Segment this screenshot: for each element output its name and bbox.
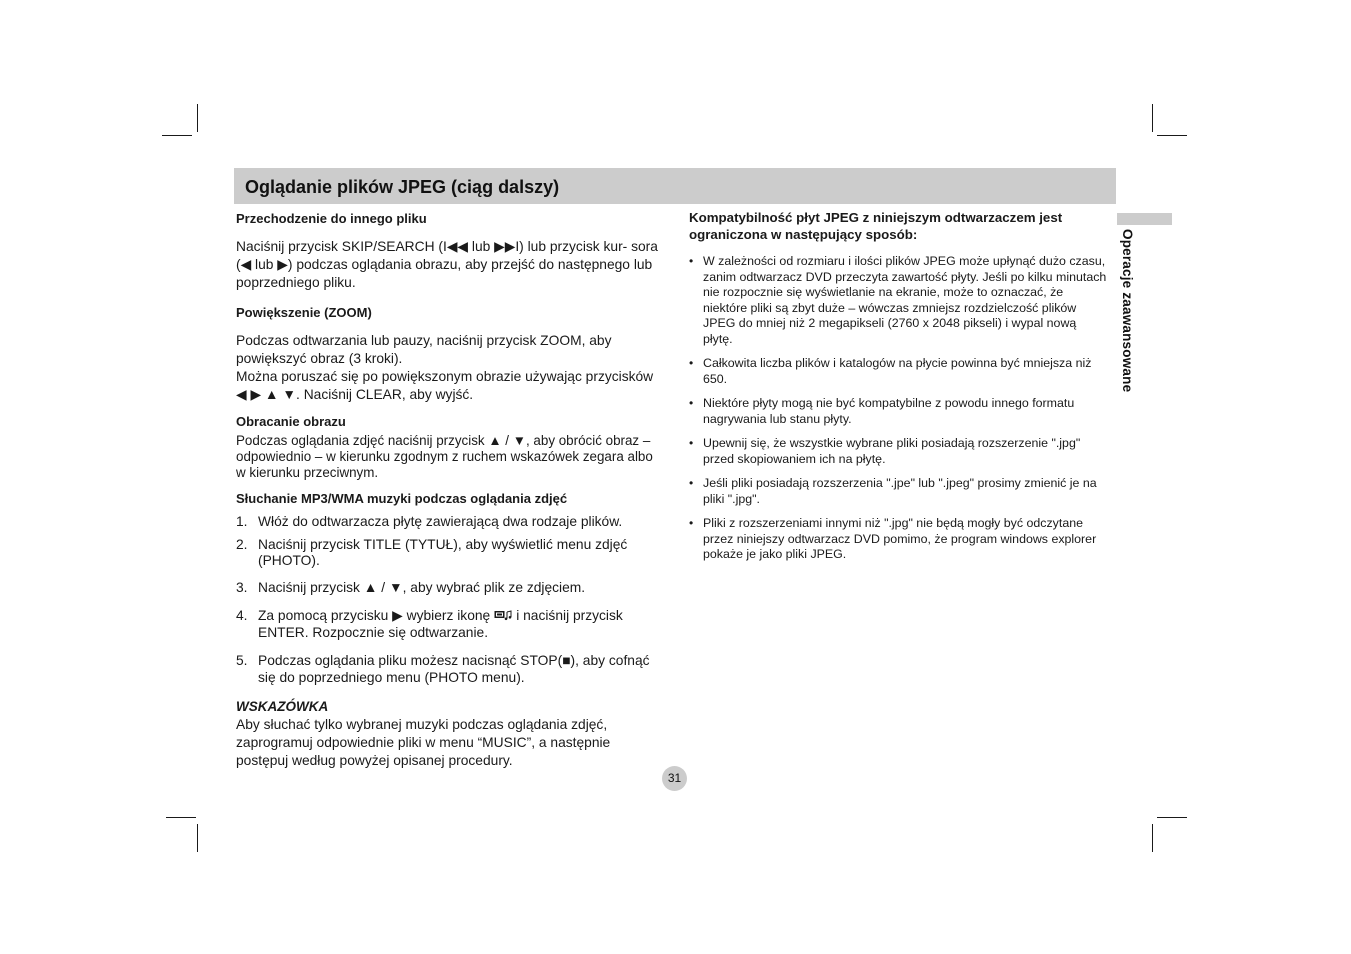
section-title-next-file: Przechodzenie do innego pliku xyxy=(236,211,427,226)
left-column xyxy=(236,210,666,770)
crop-mark xyxy=(1152,824,1153,852)
list-item: • Upewnij się, że wszystkie wybrane pliki posiadają rozszerzenie ".jpg" przed skopiowaniem ich na płytę. xyxy=(689,436,1081,466)
crop-mark xyxy=(197,824,198,852)
section-body-rotate: Podczas oglądania zdjęć naciśnij przycisk ▲ / ▼, aby obrócić obraz – odpowiednio – w kierunku zgodnym z ruchem wskazówek zegara albo w kierunku przeciwnym. xyxy=(236,433,653,480)
zoom-text-2: Można poruszać się po powiększonym obrazie używając przycisków ◀ ▶ ▲ ▼. Naciśnij CLEAR, aby wyjść. xyxy=(236,369,654,402)
page-title: Oglądanie plików JPEG (ciąg dalszy) xyxy=(245,177,560,197)
page-title-bar xyxy=(234,168,1116,204)
steps-list xyxy=(236,514,666,686)
crop-mark xyxy=(1157,817,1187,818)
section-body-zoom xyxy=(236,332,666,404)
photo-music-icon xyxy=(494,609,512,620)
list-item: 3. Naciśnij przycisk ▲ / ▼, aby wybrać plik ze zdjęciem. xyxy=(236,579,586,595)
compatibility-title: Kompatybilność płyt JPEG z niniejszym odtwarzaczem jest ograniczona w następujący sposób: xyxy=(689,210,1063,242)
zoom-text-1: Podczas odtwarzania lub pauzy, naciśnij przycisk ZOOM, aby powiększyć obraz (3 kroki). xyxy=(236,333,612,366)
list-item: 4. Za pomocą przycisku ▶ wybierz ikonę i naciśnij przycisk ENTER. Rozpocznie się odtwarzanie. xyxy=(236,608,623,640)
section-title-music-photo: Słuchanie MP3/WMA muzyki podczas oglądania zdjęć xyxy=(236,491,568,506)
compatibility-list xyxy=(689,254,1109,563)
list-item: 2. Naciśnij przycisk TITLE (TYTUŁ), aby wyświetlić menu zdjęć (PHOTO). xyxy=(236,536,628,568)
page-number: 31 xyxy=(662,766,687,791)
tip-title: WSKAZÓWKA xyxy=(236,699,329,714)
list-item: 5. Podczas oglądania pliku możesz nacisnąć STOP(■), aby cofnąć się do poprzedniego menu (PHOTO menu). xyxy=(236,653,650,685)
right-column xyxy=(689,210,1109,563)
crop-mark xyxy=(166,817,196,818)
list-item: 1. Włóż do odtwarzacza płytę zawierającą dwa rodzaje plików. xyxy=(236,514,623,529)
side-tab xyxy=(1117,213,1172,225)
list-item: • Niektóre płyty mogą nie być kompatybilne z powodu innego formatu nagrywania lub stanu płyty. xyxy=(689,396,1075,426)
crop-mark xyxy=(1157,135,1187,136)
section-title-zoom: Powiększenie (ZOOM) xyxy=(236,305,372,320)
section-body-next-file: Naciśnij przycisk SKIP/SEARCH (I◀◀ lub ▶▶I) lub przycisk kur- sora (◀ lub ▶) podczas oglądania obrazu, aby przejść do następnego lub poprzedniego pliku. xyxy=(236,239,658,290)
tip-body: Aby słuchać tylko wybranej muzyki podczas oglądania zdjęć, zaprogramuj odpowiednie pliki w menu “MUSIC”, a następnie postępuj według powyżej opisanej procedury. xyxy=(236,717,611,768)
list-item: • Całkowita liczba plików i katalogów na płycie powinna być mniejsza niż 650. xyxy=(689,356,1092,386)
list-item: • Jeśli pliki posiadają rozszerzenia ".jpe" lub ".jpeg" prosimy zmienić je na pliki ".jpg". xyxy=(689,476,1097,506)
crop-mark xyxy=(197,104,198,132)
crop-mark xyxy=(1152,104,1153,132)
list-item: • Pliki z rozszerzeniami innymi niż ".jpg" nie będą mogły być odczytane przez niniejszy odtwarzacz DVD pomimo, że program windows explorer pokaże je jako pliki JPEG. xyxy=(689,516,1097,561)
list-item: • W zależności od rozmiaru i ilości plików JPEG może upłynąć dużo czasu, zanim odtwarzacz DVD przeczyta zawartość płyty. Jeśli po kilku minutach nie rozpocznie się wyświetlanie na ekranie, może to oznaczać, że niektóre pliki są zbyt duże – wówczas zmniejsz rozdzielczość plików JPEG do mniej niż 2 megapikseli (2760 x 2048 pikseli) i wypal nową płytę. xyxy=(689,254,1107,346)
side-section-label: Operacje zaawansowane xyxy=(1120,229,1135,393)
section-title-rotate: Obracanie obrazu xyxy=(236,414,346,429)
crop-mark xyxy=(162,135,192,136)
